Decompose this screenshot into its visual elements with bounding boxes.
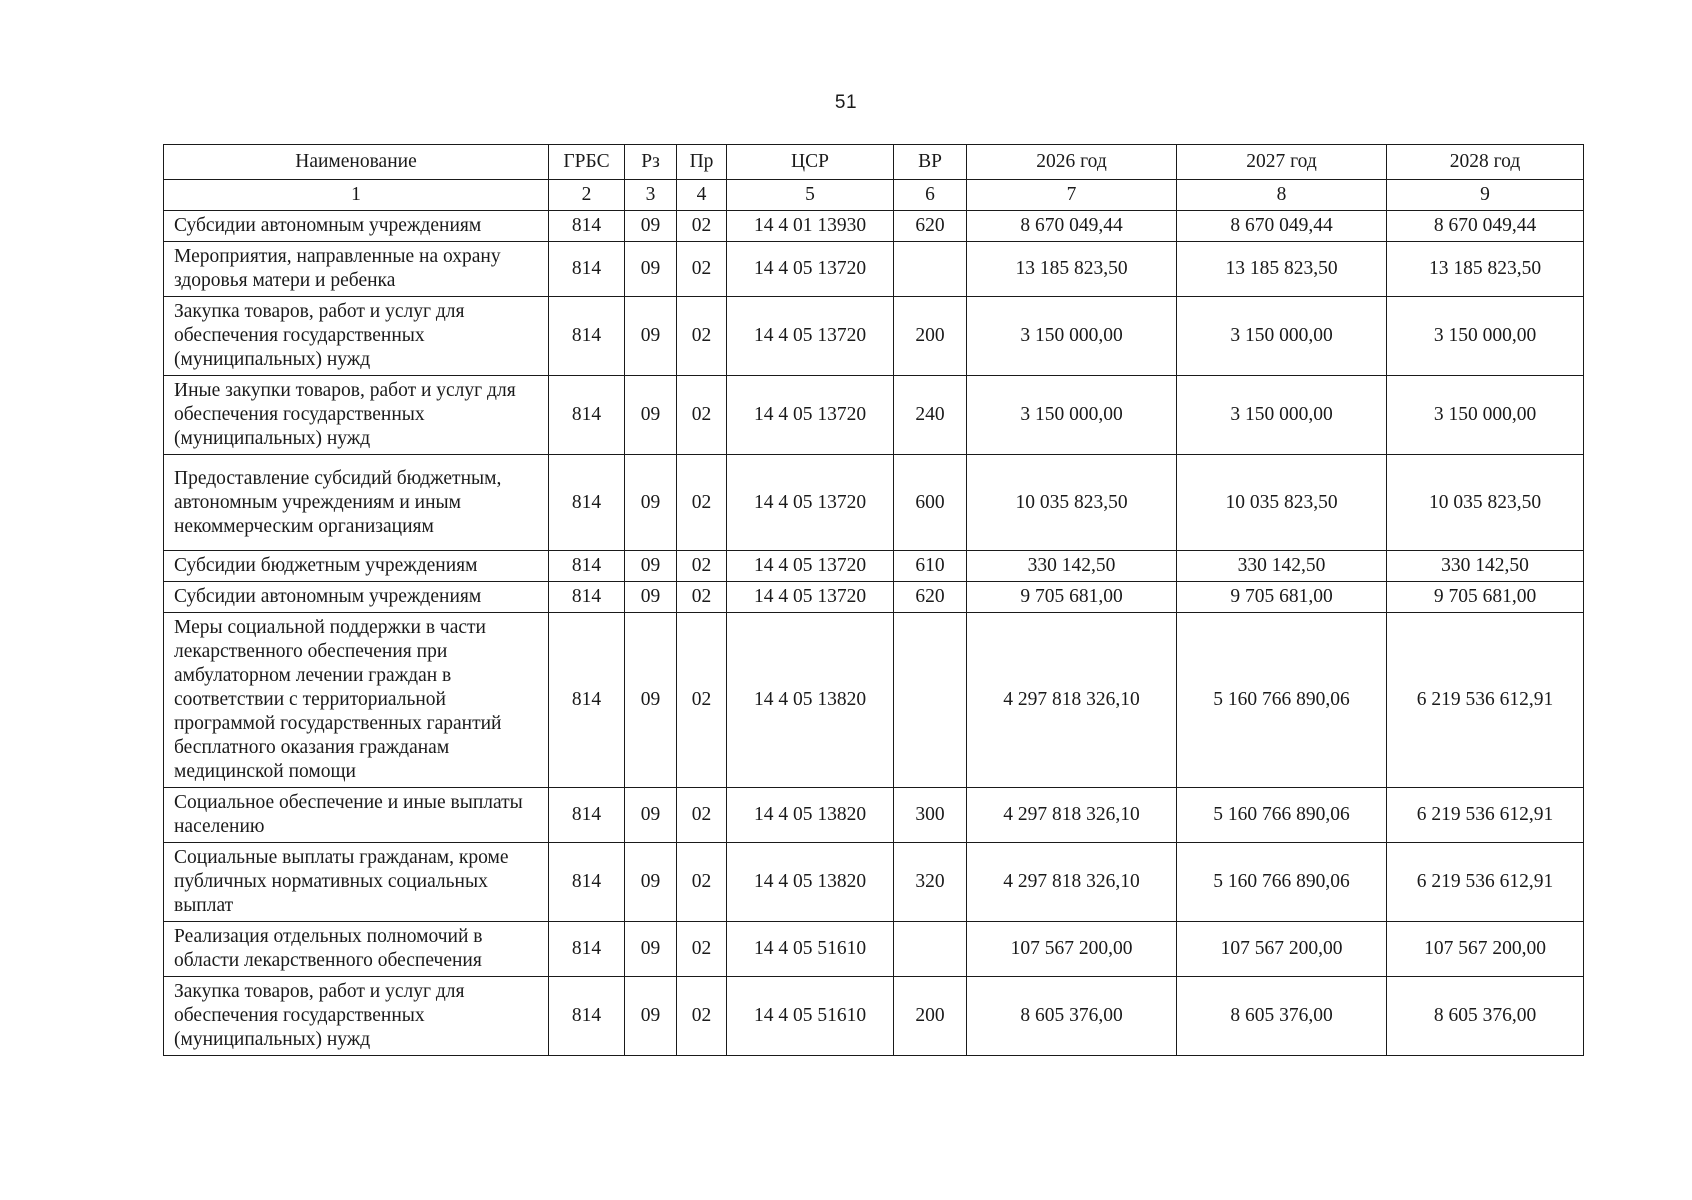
cell-name: Субсидии автономным учреждениям (164, 211, 549, 242)
cell-rz: 09 (625, 211, 677, 242)
cell-2027: 13 185 823,50 (1177, 242, 1387, 297)
cell-2026: 8 605 376,00 (967, 977, 1177, 1056)
column-number: 8 (1177, 180, 1387, 211)
table-row (164, 242, 1584, 297)
cell-2027: 5 160 766 890,06 (1177, 788, 1387, 843)
cell-name: Субсидии бюджетным учреждениям (164, 551, 549, 582)
cell-vr: 300 (894, 788, 967, 843)
cell-2028: 330 142,50 (1387, 551, 1584, 582)
table-row (164, 455, 1584, 551)
cell-rz: 09 (625, 977, 677, 1056)
cell-grbs: 814 (549, 211, 625, 242)
cell-grbs: 814 (549, 843, 625, 922)
cell-name: Предоставление субсидий бюджетным, автономным учреждениям и иным некоммерческим организациям (164, 455, 549, 551)
table-row (164, 977, 1584, 1056)
cell-2028: 8 670 049,44 (1387, 211, 1584, 242)
cell-grbs: 814 (549, 297, 625, 376)
cell-csr: 14 4 05 13720 (727, 297, 894, 376)
column-number: 2 (549, 180, 625, 211)
header-cell-csr: ЦСР (727, 145, 894, 180)
table-row (164, 582, 1584, 613)
cell-2028: 107 567 200,00 (1387, 922, 1584, 977)
cell-vr: 620 (894, 582, 967, 613)
cell-pr: 02 (677, 242, 727, 297)
cell-name: Иные закупки товаров, работ и услуг для обеспечения государственных (муниципальных) нужд (164, 376, 549, 455)
header-cell-name: Наименование (164, 145, 549, 180)
cell-2028: 6 219 536 612,91 (1387, 613, 1584, 788)
cell-name: Закупка товаров, работ и услуг для обеспечения государственных (муниципальных) нужд (164, 977, 549, 1056)
cell-grbs: 814 (549, 242, 625, 297)
cell-grbs: 814 (549, 788, 625, 843)
cell-csr: 14 4 05 13820 (727, 613, 894, 788)
cell-csr: 14 4 05 13820 (727, 788, 894, 843)
cell-2027: 3 150 000,00 (1177, 297, 1387, 376)
table-row (164, 211, 1584, 242)
header-cell-2026: 2026 год (967, 145, 1177, 180)
header-cell-rz: Рз (625, 145, 677, 180)
header-cell-pr: Пр (677, 145, 727, 180)
cell-2026: 9 705 681,00 (967, 582, 1177, 613)
column-number-row (164, 180, 1584, 211)
cell-name: Меры социальной поддержки в части лекарственного обеспечения при амбулаторном лечении граждан в соответствии с территориальной программой государственных гарантий бесплатного оказания гражданам медицинской помощи (164, 613, 549, 788)
cell-csr: 14 4 01 13930 (727, 211, 894, 242)
column-number: 6 (894, 180, 967, 211)
cell-2027: 8 605 376,00 (1177, 977, 1387, 1056)
cell-pr: 02 (677, 843, 727, 922)
header-row (164, 145, 1584, 180)
cell-2026: 8 670 049,44 (967, 211, 1177, 242)
cell-rz: 09 (625, 843, 677, 922)
column-number: 3 (625, 180, 677, 211)
cell-vr (894, 613, 967, 788)
cell-vr: 240 (894, 376, 967, 455)
cell-csr: 14 4 05 13720 (727, 242, 894, 297)
header-cell-2027: 2027 год (1177, 145, 1387, 180)
cell-csr: 14 4 05 13720 (727, 551, 894, 582)
table-row (164, 297, 1584, 376)
table-body (164, 211, 1584, 1056)
cell-name: Социальное обеспечение и иные выплаты населению (164, 788, 549, 843)
cell-vr: 320 (894, 843, 967, 922)
cell-2028: 6 219 536 612,91 (1387, 843, 1584, 922)
cell-2026: 4 297 818 326,10 (967, 843, 1177, 922)
header-cell-grbs: ГРБС (549, 145, 625, 180)
cell-2028: 3 150 000,00 (1387, 376, 1584, 455)
table-row (164, 551, 1584, 582)
page-number: 51 (834, 92, 858, 113)
cell-vr: 200 (894, 297, 967, 376)
cell-grbs: 814 (549, 977, 625, 1056)
cell-grbs: 814 (549, 922, 625, 977)
cell-vr (894, 242, 967, 297)
cell-name: Субсидии автономным учреждениям (164, 582, 549, 613)
column-number: 4 (677, 180, 727, 211)
cell-2027: 330 142,50 (1177, 551, 1387, 582)
cell-rz: 09 (625, 297, 677, 376)
cell-pr: 02 (677, 297, 727, 376)
column-number: 1 (164, 180, 549, 211)
table-row (164, 922, 1584, 977)
cell-grbs: 814 (549, 582, 625, 613)
cell-csr: 14 4 05 13820 (727, 843, 894, 922)
cell-2028: 3 150 000,00 (1387, 297, 1584, 376)
cell-csr: 14 4 05 13720 (727, 376, 894, 455)
table-row (164, 843, 1584, 922)
cell-2028: 10 035 823,50 (1387, 455, 1584, 551)
cell-vr: 610 (894, 551, 967, 582)
cell-pr: 02 (677, 455, 727, 551)
cell-2027: 8 670 049,44 (1177, 211, 1387, 242)
cell-2026: 3 150 000,00 (967, 376, 1177, 455)
cell-csr: 14 4 05 51610 (727, 922, 894, 977)
cell-grbs: 814 (549, 376, 625, 455)
cell-name: Социальные выплаты гражданам, кроме публичных нормативных социальных выплат (164, 843, 549, 922)
cell-2027: 9 705 681,00 (1177, 582, 1387, 613)
cell-2027: 10 035 823,50 (1177, 455, 1387, 551)
cell-rz: 09 (625, 242, 677, 297)
table-row (164, 376, 1584, 455)
cell-rz: 09 (625, 613, 677, 788)
cell-rz: 09 (625, 376, 677, 455)
cell-2028: 8 605 376,00 (1387, 977, 1584, 1056)
cell-vr (894, 922, 967, 977)
cell-rz: 09 (625, 922, 677, 977)
column-number: 9 (1387, 180, 1584, 211)
cell-vr: 200 (894, 977, 967, 1056)
cell-vr: 620 (894, 211, 967, 242)
cell-pr: 02 (677, 376, 727, 455)
cell-vr: 600 (894, 455, 967, 551)
cell-pr: 02 (677, 211, 727, 242)
table-row (164, 788, 1584, 843)
cell-name: Мероприятия, направленные на охрану здоровья матери и ребенка (164, 242, 549, 297)
column-number: 7 (967, 180, 1177, 211)
cell-2026: 4 297 818 326,10 (967, 613, 1177, 788)
cell-csr: 14 4 05 51610 (727, 977, 894, 1056)
cell-2026: 4 297 818 326,10 (967, 788, 1177, 843)
cell-2027: 5 160 766 890,06 (1177, 613, 1387, 788)
cell-2027: 5 160 766 890,06 (1177, 843, 1387, 922)
cell-rz: 09 (625, 455, 677, 551)
column-number: 5 (727, 180, 894, 211)
cell-2028: 9 705 681,00 (1387, 582, 1584, 613)
header-cell-vr: ВР (894, 145, 967, 180)
cell-2027: 3 150 000,00 (1177, 376, 1387, 455)
header-cell-2028: 2028 год (1387, 145, 1584, 180)
budget-table (163, 144, 1584, 1056)
cell-2026: 330 142,50 (967, 551, 1177, 582)
cell-grbs: 814 (549, 613, 625, 788)
cell-2026: 107 567 200,00 (967, 922, 1177, 977)
table-row (164, 613, 1584, 788)
cell-pr: 02 (677, 551, 727, 582)
cell-grbs: 814 (549, 551, 625, 582)
cell-rz: 09 (625, 788, 677, 843)
cell-2026: 13 185 823,50 (967, 242, 1177, 297)
cell-2027: 107 567 200,00 (1177, 922, 1387, 977)
cell-pr: 02 (677, 613, 727, 788)
cell-rz: 09 (625, 582, 677, 613)
cell-2026: 10 035 823,50 (967, 455, 1177, 551)
cell-2028: 13 185 823,50 (1387, 242, 1584, 297)
cell-name: Закупка товаров, работ и услуг для обеспечения государственных (муниципальных) нужд (164, 297, 549, 376)
cell-csr: 14 4 05 13720 (727, 455, 894, 551)
cell-pr: 02 (677, 977, 727, 1056)
cell-grbs: 814 (549, 455, 625, 551)
cell-name: Реализация отдельных полномочий в области лекарственного обеспечения (164, 922, 549, 977)
cell-pr: 02 (677, 922, 727, 977)
cell-2028: 6 219 536 612,91 (1387, 788, 1584, 843)
cell-2026: 3 150 000,00 (967, 297, 1177, 376)
cell-csr: 14 4 05 13720 (727, 582, 894, 613)
cell-pr: 02 (677, 582, 727, 613)
cell-rz: 09 (625, 551, 677, 582)
cell-pr: 02 (677, 788, 727, 843)
